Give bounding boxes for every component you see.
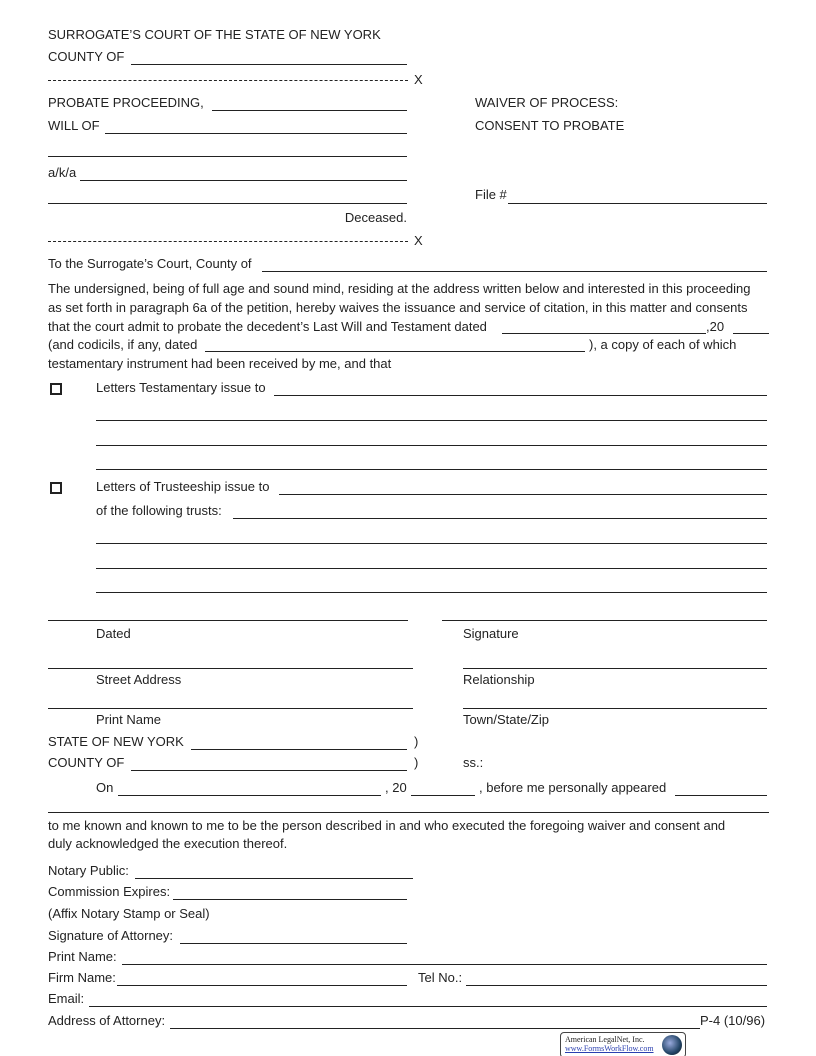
tel-field[interactable] xyxy=(466,985,767,986)
to-court-label: To the Surrogate’s Court, County of xyxy=(48,256,252,271)
paragraph-line: (and codicils, if any, dated xyxy=(48,337,198,352)
trusts-field[interactable] xyxy=(96,568,767,569)
affix-seal-label: (Affix Notary Stamp or Seal) xyxy=(48,906,210,921)
american-legalnet-logo[interactable] xyxy=(560,1032,686,1056)
attorney-signature-field[interactable] xyxy=(180,943,407,944)
town-state-zip-field[interactable] xyxy=(463,708,767,709)
attorney-address-label: Address of Attorney: xyxy=(48,1013,166,1028)
firm-name-label: Firm Name: xyxy=(48,970,116,985)
signature-label: Signature xyxy=(463,626,519,641)
paren: ) xyxy=(414,734,419,749)
divider-x: X xyxy=(414,233,423,248)
paragraph-line: ), a copy of each of which xyxy=(589,337,737,352)
logo-url: www.FormsWorkFlow.com xyxy=(565,1044,654,1053)
aka-field[interactable] xyxy=(80,180,407,181)
will-date-field[interactable] xyxy=(502,333,706,334)
paragraph-line: as set forth in paragraph 6a of the petition, hereby waives the issuance and service of citation, in this matter and consents xyxy=(48,300,748,315)
county-field[interactable] xyxy=(131,64,407,65)
paragraph-line: that the court admit to probate the decedent’s Last Will and Testament dated xyxy=(48,319,487,334)
notary-date-field[interactable] xyxy=(118,795,381,796)
notary-county-field[interactable] xyxy=(131,770,407,771)
attorney-signature-label: Signature of Attorney: xyxy=(48,928,174,943)
will-of-field[interactable] xyxy=(105,133,407,134)
letters-testamentary-label: Letters Testamentary issue to xyxy=(96,380,266,395)
appeared-name-field-2[interactable] xyxy=(48,812,769,813)
aka-field-2[interactable] xyxy=(48,203,407,204)
street-address-label: Street Address xyxy=(96,672,182,687)
aka-label: a/k/a xyxy=(48,165,77,180)
will-of-field-2[interactable] xyxy=(48,156,407,157)
attorney-print-name-label: Print Name: xyxy=(48,949,117,964)
letters-trusteeship-checkbox[interactable] xyxy=(50,482,62,494)
attorney-address-field[interactable] xyxy=(170,1028,700,1029)
street-address-field[interactable] xyxy=(48,668,413,669)
trusts-field[interactable] xyxy=(96,543,767,544)
title-consent: CONSENT TO PROBATE xyxy=(475,118,625,133)
notary-state-label: STATE OF NEW YORK xyxy=(48,734,184,749)
form-id: P-4 (10/96) xyxy=(700,1013,766,1028)
relationship-label: Relationship xyxy=(463,672,535,687)
deceased-label: Deceased. xyxy=(344,210,407,225)
notary-public-field[interactable] xyxy=(135,878,413,879)
on-label: On xyxy=(96,780,114,795)
county-label: COUNTY OF xyxy=(48,49,125,64)
paragraph-line: The undersigned, being of full age and sound mind, residing at the address written below and interested in this proceeding xyxy=(48,281,751,296)
will-of-label: WILL OF xyxy=(48,118,100,133)
attorney-print-name-field[interactable] xyxy=(122,964,767,965)
commission-label: Commission Expires: xyxy=(48,884,171,899)
paragraph-line: testamentary instrument had been received by me, and that xyxy=(48,356,392,371)
email-field[interactable] xyxy=(89,1006,767,1007)
dated-label: Dated xyxy=(96,626,131,641)
file-number-field[interactable] xyxy=(508,203,767,204)
trusts-field[interactable] xyxy=(96,592,767,593)
dated-field[interactable] xyxy=(48,620,408,621)
paren: ) xyxy=(414,755,419,770)
notary-public-label: Notary Public: xyxy=(48,863,129,878)
letters-trusteeship-label: Letters of Trusteeship issue to xyxy=(96,479,270,494)
acknowledgment-line: duly acknowledged the execution thereof. xyxy=(48,836,288,851)
ss-label: ss.: xyxy=(463,755,484,770)
notary-year-field[interactable] xyxy=(411,795,475,796)
dashed-divider xyxy=(48,241,408,242)
title-waiver: WAIVER OF PROCESS: xyxy=(475,95,619,110)
trusts-field[interactable] xyxy=(233,518,767,519)
letters-testamentary-field[interactable] xyxy=(274,395,767,396)
year-prefix: , 20 xyxy=(385,780,407,795)
commission-field[interactable] xyxy=(173,899,407,900)
letters-testamentary-field[interactable] xyxy=(96,445,767,446)
print-name-label: Print Name xyxy=(96,712,162,727)
probate-label: PROBATE PROCEEDING, xyxy=(48,95,204,110)
divider-x: X xyxy=(414,72,423,87)
print-name-field[interactable] xyxy=(48,708,413,709)
logo-name: American LegalNet, Inc. xyxy=(565,1035,645,1044)
file-label: File # xyxy=(475,187,507,202)
notary-state-field[interactable] xyxy=(191,749,407,750)
trusts-label: of the following trusts: xyxy=(96,503,222,518)
town-state-zip-label: Town/State/Zip xyxy=(463,712,549,727)
email-label: Email: xyxy=(48,991,85,1006)
will-year-field[interactable] xyxy=(733,333,769,334)
letters-trusteeship-field[interactable] xyxy=(279,494,767,495)
court-county-field[interactable] xyxy=(262,271,767,272)
tel-label: Tel No.: xyxy=(418,970,463,985)
relationship-field[interactable] xyxy=(463,668,767,669)
globe-icon xyxy=(662,1035,682,1055)
firm-name-field[interactable] xyxy=(117,985,407,986)
court-heading: SURROGATE’S COURT OF THE STATE OF NEW YORK xyxy=(48,27,381,42)
notary-county-label: COUNTY OF xyxy=(48,755,125,770)
year-prefix: ,20 xyxy=(706,319,725,334)
signature-field[interactable] xyxy=(442,620,767,621)
appeared-name-field[interactable] xyxy=(675,795,767,796)
acknowledgment-line: to me known and known to me to be the person described in and who executed the foregoing waiver and consent and xyxy=(48,818,726,833)
letters-testamentary-checkbox[interactable] xyxy=(50,383,62,395)
codicil-date-field[interactable] xyxy=(205,351,585,352)
dashed-divider xyxy=(48,80,408,81)
probate-field[interactable] xyxy=(212,110,407,111)
letters-testamentary-field[interactable] xyxy=(96,420,767,421)
appeared-label: , before me personally appeared xyxy=(479,780,667,795)
letters-testamentary-field[interactable] xyxy=(96,469,767,470)
